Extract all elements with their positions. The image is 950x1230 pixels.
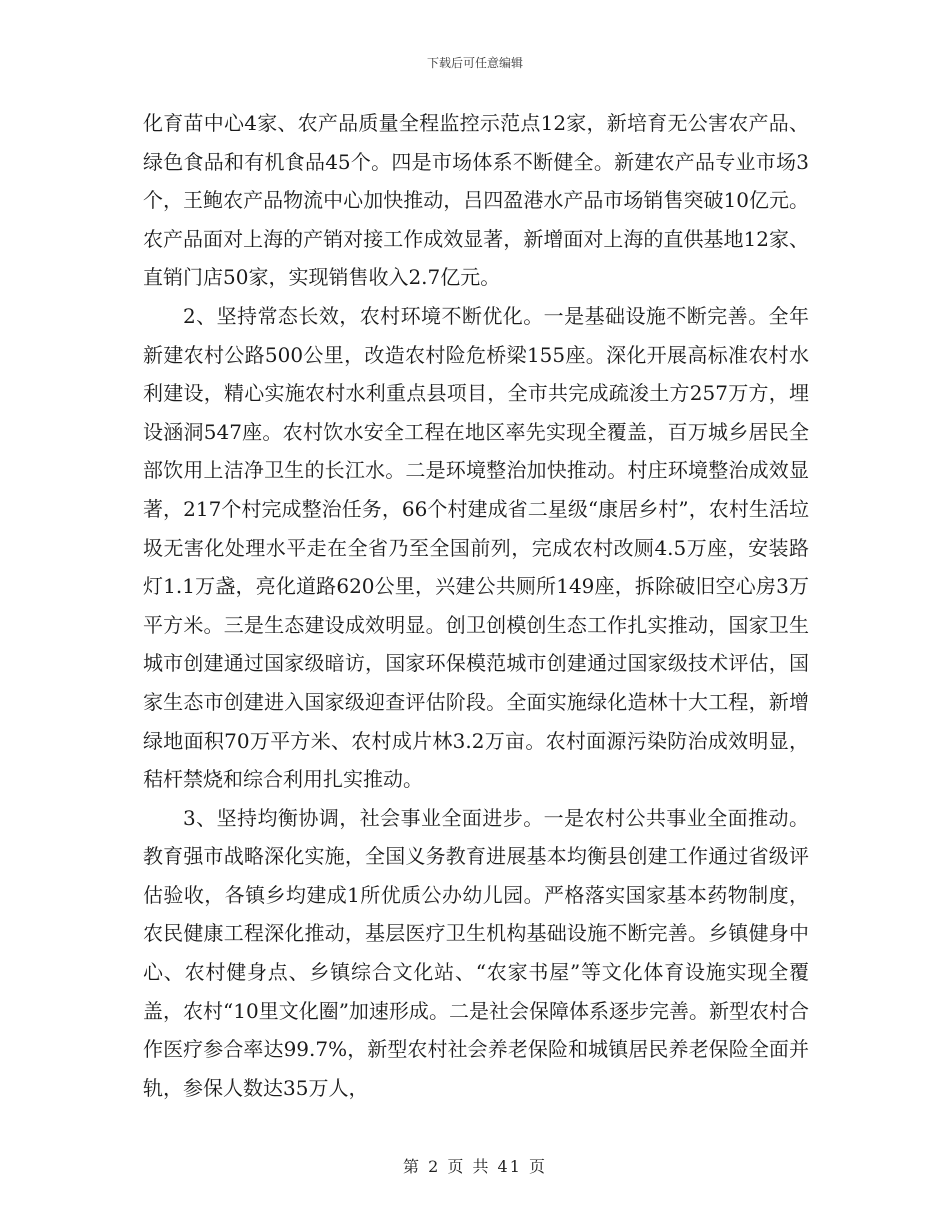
paragraph-social-affairs: 3、坚持均衡协调，社会事业全面进步。一是农村公共事业全面推动。教育强市战略深化实施，全国义务教育进展基本均衡县创建工作通过省级评估验收，各镇乡均建成1所优质公办幼儿园。严格落实国家基本药物制度，农民健康工程深化推动，基层医疗卫生机构基础设施不断完善。乡镇健身中心、农村健身点、乡镇综合文化站、“农家书屋”等文化体育设施实现全覆盖，农村“10里文化圈”加速形成。二是社会保障体系逐步完善。新型农村合作医疗参合率达99.7%，新型农村社会养老保险和城镇居民养老保险全面并轨，参保人数达35万人， (143, 805, 809, 1100)
paragraph-continuation: 化育苗中心4家、农产品质量全程监控示范点12家，新培育无公害农产品、绿色食品和有机食品45个。四是市场体系不断健全。新建农产品专业市场3个，王鲍农产品物流中心加快推动，吕四盈港水产品市场销售突破10亿元。农产品面对上海的产销对接工作成效显著，新增面对上海的直供基地12家、直销门店50家，实现销售收入2.7亿元。 (143, 111, 809, 290)
page-header: 下载后可任意编辑 (426, 56, 523, 70)
page-footer: 第 2 页 共 41 页 (403, 1157, 547, 1176)
document-body (143, 104, 809, 1107)
paragraph-rural-environment: 2、坚持常态长效，农村环境不断优化。一是基础设施不断完善。全年新建农村公路500公里，改造农村险危桥梁155座。深化开展高标准农村水利建设，精心实施农村水利重点县项目，全市共完成疏浚土方257万方，埋设涵洞547座。农村饮水安全工程在地区率先实现全覆盖，百万城乡居民全部饮用上洁净卫生的长江水。二是环境整治加快推动。村庄环境整治成效显著，217个村完成整治任务，66个村建成省二星级“康居乡村”，农村生活垃圾无害化处理水平走在全省乃至全国前列，完成农村改厕4.5万座，安装路灯1.1万盏，亮化道路620公里，兴建公共厕所149座，拆除破旧空心房3万平方米。三是生态建设成效明显。创卫创模创生态工作扎实推动，国家卫生城市创建通过国家级暗访，国家环保模范城市创建通过国家级技术评估，国家生态市创建进入国家级迎查评估阶段。全面实施绿化造林十大工程，新增绿地面积70万平方米、农村成片林3.2万亩。农村面源污染防治成效明显，秸杆禁烧和综合利用扎实推动。 (143, 303, 809, 792)
